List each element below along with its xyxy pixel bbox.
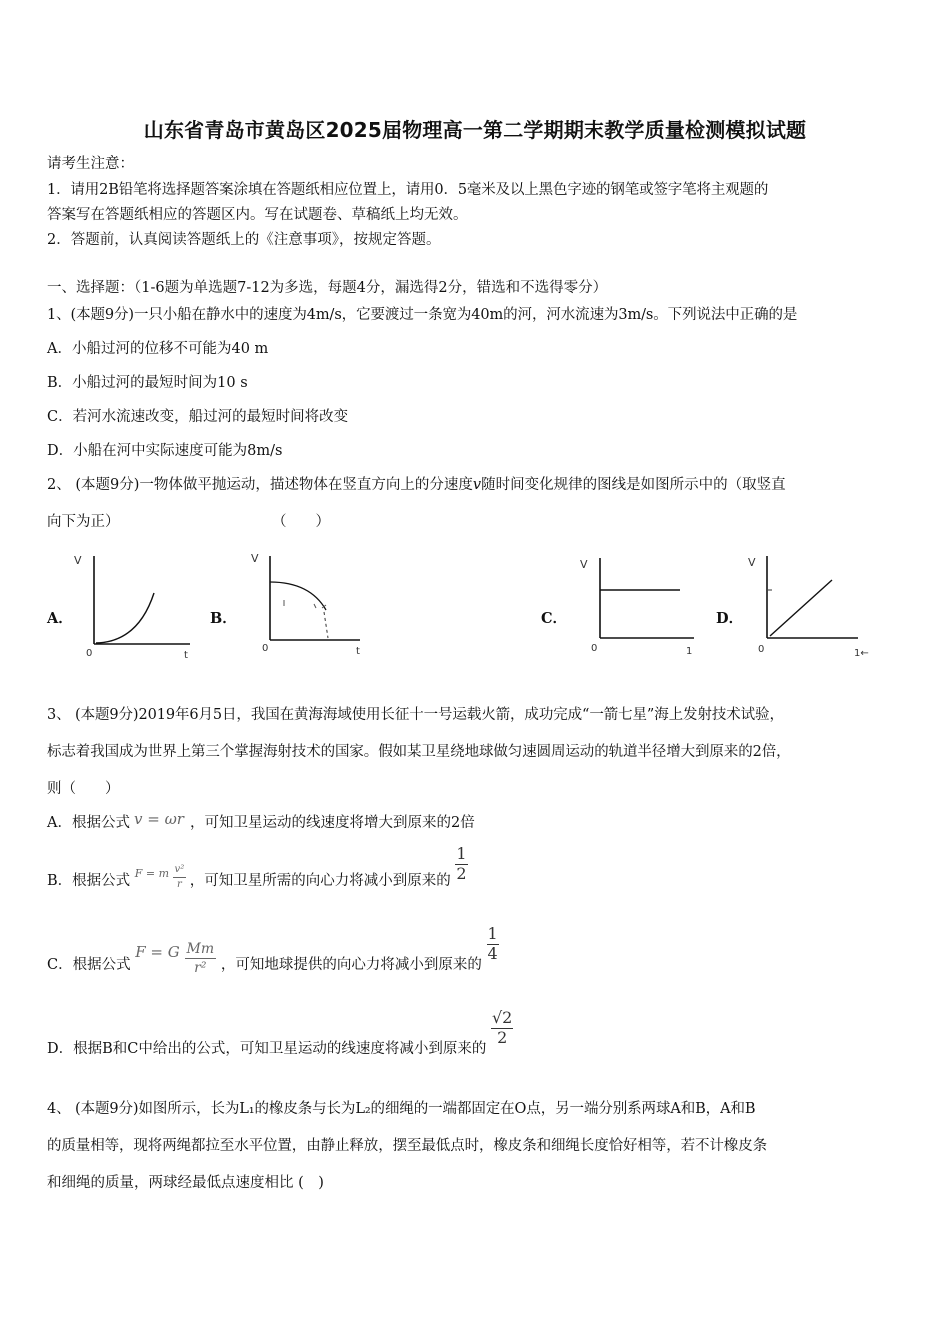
section-heading: 一、选择题：（1-6题为单选题7-12为多选，每题4分，漏选得2分，错选和不选得零分） xyxy=(47,280,608,296)
q3-a-formula: v = ωr xyxy=(133,810,184,828)
q3-b-fraction-den: 2 xyxy=(456,863,467,883)
q3-b-formula-num: v² xyxy=(173,865,187,878)
graph-d-v-label: V xyxy=(748,556,756,569)
q3-option-d xyxy=(47,1008,513,1057)
q3-c-fraction-num: 1 xyxy=(487,924,498,943)
q3-d-fraction xyxy=(491,1010,513,1047)
graph-a-label: A． xyxy=(47,610,73,627)
q3-a-prefix: A．根据公式 xyxy=(47,815,130,831)
graph-d xyxy=(746,548,876,667)
graph-d-t-label: 1← xyxy=(854,648,869,659)
graph-a-curve xyxy=(96,593,154,643)
notice-heading: 请考生注意： xyxy=(47,156,134,172)
q1-option-c: C．若河水流速改变，船过河的最短时间将改变 xyxy=(47,409,349,425)
graph-b-curve xyxy=(270,582,326,610)
q3-b-formula-den: r xyxy=(176,879,182,891)
graph-b-origin: 0 xyxy=(262,643,269,654)
graph-c-origin: 0 xyxy=(591,643,598,654)
q3-d-fraction-num: √2 xyxy=(491,1008,513,1027)
graph-b xyxy=(250,548,380,667)
graph-a xyxy=(70,548,200,667)
q3-c-suffix: ，可知地球提供的向心力将减小到原来的 xyxy=(220,956,482,973)
q3-option-c xyxy=(47,924,499,977)
q3-b-formula-frac xyxy=(173,865,187,890)
graph-c xyxy=(578,548,708,667)
q2-stem-part2: 随时间变化规律的图线是如图所示中的（取竖直 xyxy=(481,477,786,493)
q2-stem-cont: 向下为正） xyxy=(47,514,120,530)
q2-stem-part1: 2、 (本题9分)一物体做平抛运动，描述物体在竖直方向上的分速度 xyxy=(47,477,473,493)
notice-line1b: 答案写在答题纸相应的答题区内。写在试题卷、草稿纸上均无效。 xyxy=(47,207,468,223)
notice-line2: 2．答题前，认真阅读答题纸上的《注意事项》，按规定答题。 xyxy=(47,232,441,248)
q3-a-suffix: ，可知卫星运动的线速度将增大到原来的2倍 xyxy=(189,815,475,831)
q3-stem-line2: 标志着我国成为世界上第三个掌握海射技术的国家。假如某卫星绕地球做匀速圆周运动的轨道半径增大到原来的2倍， xyxy=(47,744,791,760)
q1-option-a: A．小船过河的位移不可能为40 m xyxy=(47,341,269,357)
q3-c-fraction xyxy=(487,926,499,963)
graph-b-v-label: V xyxy=(251,552,259,565)
q3-b-prefix: B．根据公式 xyxy=(47,872,131,889)
q3-d-text: D．根据B和C中给出的公式，可知卫星运动的线速度将减小到原来的 xyxy=(47,1040,487,1057)
graph-c-label: C． xyxy=(541,610,568,627)
graph-b-label: B． xyxy=(210,610,237,627)
q4-stem-line1: 4、 (本题9分)如图所示，长为L₁的橡皮条与长为L₂的细绳的一端都固定在O点，另一端分别系两球A和B，A和B xyxy=(47,1101,756,1117)
q3-stem-line1: 3、 (本题9分)2019年6月5日，我国在黄海海域使用长征十一号运载火箭，成功完成“一箭七星”海上发射技术试验， xyxy=(47,707,784,723)
q2-stem-var: v xyxy=(472,477,482,493)
graph-d-label: D． xyxy=(716,610,744,627)
q3-b-formula-lhs: F = m xyxy=(134,866,170,880)
q3-stem-line3: 则（ ） xyxy=(47,781,120,797)
q3-b-fraction-num: 1 xyxy=(456,844,467,863)
q3-c-formula-frac xyxy=(185,942,217,975)
graph-b-t-label: t xyxy=(356,646,360,657)
q3-c-formula-den: r² xyxy=(194,960,207,977)
q3-b-fraction xyxy=(455,846,467,883)
q3-c-prefix: C．根据公式 xyxy=(47,956,131,973)
q4-stem-line2: 的质量相等，现将两绳都拉至水平位置，由静止释放，摆至最低点时，橡皮条和细绳长度恰好相等，若不计橡皮条 xyxy=(47,1138,767,1154)
q3-c-formula xyxy=(135,941,221,977)
notice-line1a: 1．请用2B铅笔将选择题答案涂填在答题纸相应位置上，请用0．5毫米及以上黑色字迹的钢笔或签字笔将主观题的 xyxy=(47,182,769,198)
q1-stem: 1、(本题9分)一只小船在静水中的速度为4m/s，它要渡过一条宽为40m的河，河水流速为3m/s。下列说法中正确的是 xyxy=(47,307,798,323)
q3-c-fraction-den: 4 xyxy=(487,943,498,963)
page-title: 山东省青岛市黄岛区2025届物理高一第二学期期末教学质量检测模拟试题 xyxy=(143,118,807,142)
q1-option-d: D．小船在河中实际速度可能为8m/s xyxy=(47,443,283,459)
graph-a-origin: 0 xyxy=(86,648,93,659)
graph-b-dash xyxy=(324,612,328,638)
graph-a-v-label: V xyxy=(74,554,82,567)
q3-d-fraction-den: 2 xyxy=(497,1027,508,1047)
q3-c-formula-num: Mm xyxy=(186,941,215,958)
q2-stem xyxy=(47,473,786,494)
q1-option-b: B．小船过河的最短时间为10 s xyxy=(47,375,248,391)
graph-c-t-label: 1 xyxy=(686,646,693,657)
q4-stem-line3: 和细绳的质量，两球经最低点速度相比 ( ) xyxy=(47,1175,324,1191)
graph-d-line xyxy=(770,580,832,636)
q2-answer-paren: （ ） xyxy=(272,514,330,530)
q3-b-formula xyxy=(134,864,190,891)
graph-d-origin: 0 xyxy=(758,644,765,655)
graph-c-v-label: V xyxy=(580,558,588,571)
q3-b-suffix: ，可知卫星所需的向心力将减小到原来的 xyxy=(189,872,451,889)
q3-option-a xyxy=(47,811,475,832)
graph-a-t-label: t xyxy=(184,650,188,661)
q3-option-b xyxy=(47,844,468,891)
q3-c-formula-lhs: F = G xyxy=(135,942,180,961)
